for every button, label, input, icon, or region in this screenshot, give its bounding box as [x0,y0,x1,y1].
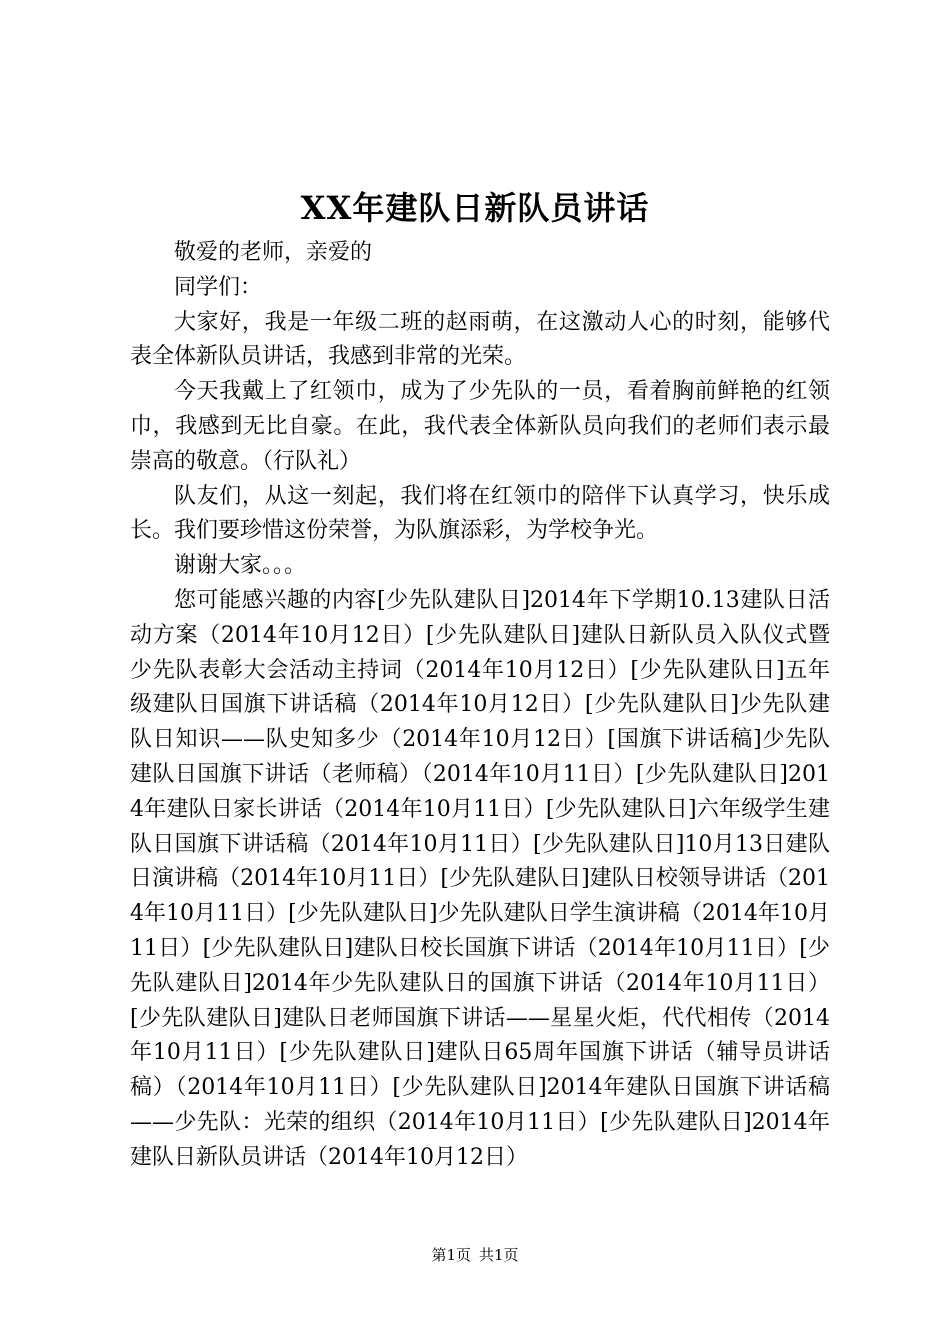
body-paragraph-intro: 大家好，我是一年级二班的赵雨萌，在这激动人心的时刻，能够代表全体新队员讲话，我感到非常的光荣。 [130,309,830,370]
body-paragraph-thanks: 谢谢大家。。。 [174,553,307,579]
salutation-line-2: 同学们： [174,274,263,300]
related-content-paragraph: 您可能感兴趣的内容[少先队建队日]2014年下学期10.13建队日活动方案（2014年10月12日）[少先队建队日]建队日新队员入队仪式暨少先队表彰大会活动主持词（2014年10月12日）[少先队建队日]五年级建队日国旗下讲话稿（2014年10月12日）[少先队建队日]少先队建队日知识——队史知多少（2014年10月12日）[国旗下讲话稿]少先队建队日国旗下讲话（老师稿）（2014年10月11日）[少先队建队日]2014年建队日家长讲话（2014年10月11日）[少先队建队日]六年级学生建队日国旗下讲话稿（2014年10月11日）[少先队建队日]10月13日建队日演讲稿（2014年10月11日）[少先队建队日]建队日校领导讲话（2014年10月11日）[少先队建队日]少先队建队日学生演讲稿（2014年10月11日）[少先队建队日]建队日校长国旗下讲话（2014年10月11日）[少先队建队日]2014年少先队建队日的国旗下讲话（2014年10月11日）[少先队建队日]建队日老师国旗下讲话——星星火炬，代代相传（2014年10月11日）[少先队建队日]建队日65周年国旗下讲话（辅导员讲话稿）（2014年10月11日）[少先队建队日]2014年建队日国旗下讲话稿——少先队：光荣的组织（2014年10月11日）[少先队建队日]2014年建队日新队员讲话（2014年10月12日） [130,587,830,1170]
page-number-current: 第1页 [431,1246,471,1264]
document-body [130,236,830,1176]
page-number-total: 共1页 [479,1246,519,1264]
body-paragraph-red-scarf: 今天我戴上了红领巾，成为了少先队的一员，看着胸前鲜艳的红领巾，我感到无比自豪。在此，我代表全体新队员向我们的老师们表示最崇高的敬意。（行队礼） [130,379,830,474]
body-paragraph-teammates: 队友们，从这一刻起，我们将在红领巾的陪伴下认真学习，快乐成长。我们要珍惜这份荣誉，为队旗添彩，为学校争光。 [130,483,830,544]
page-footer [0,1244,950,1266]
document-title: XX年建队日新队员讲话 [300,189,650,227]
salutation-line-1: 敬爱的老师，亲爱的 [174,240,373,265]
